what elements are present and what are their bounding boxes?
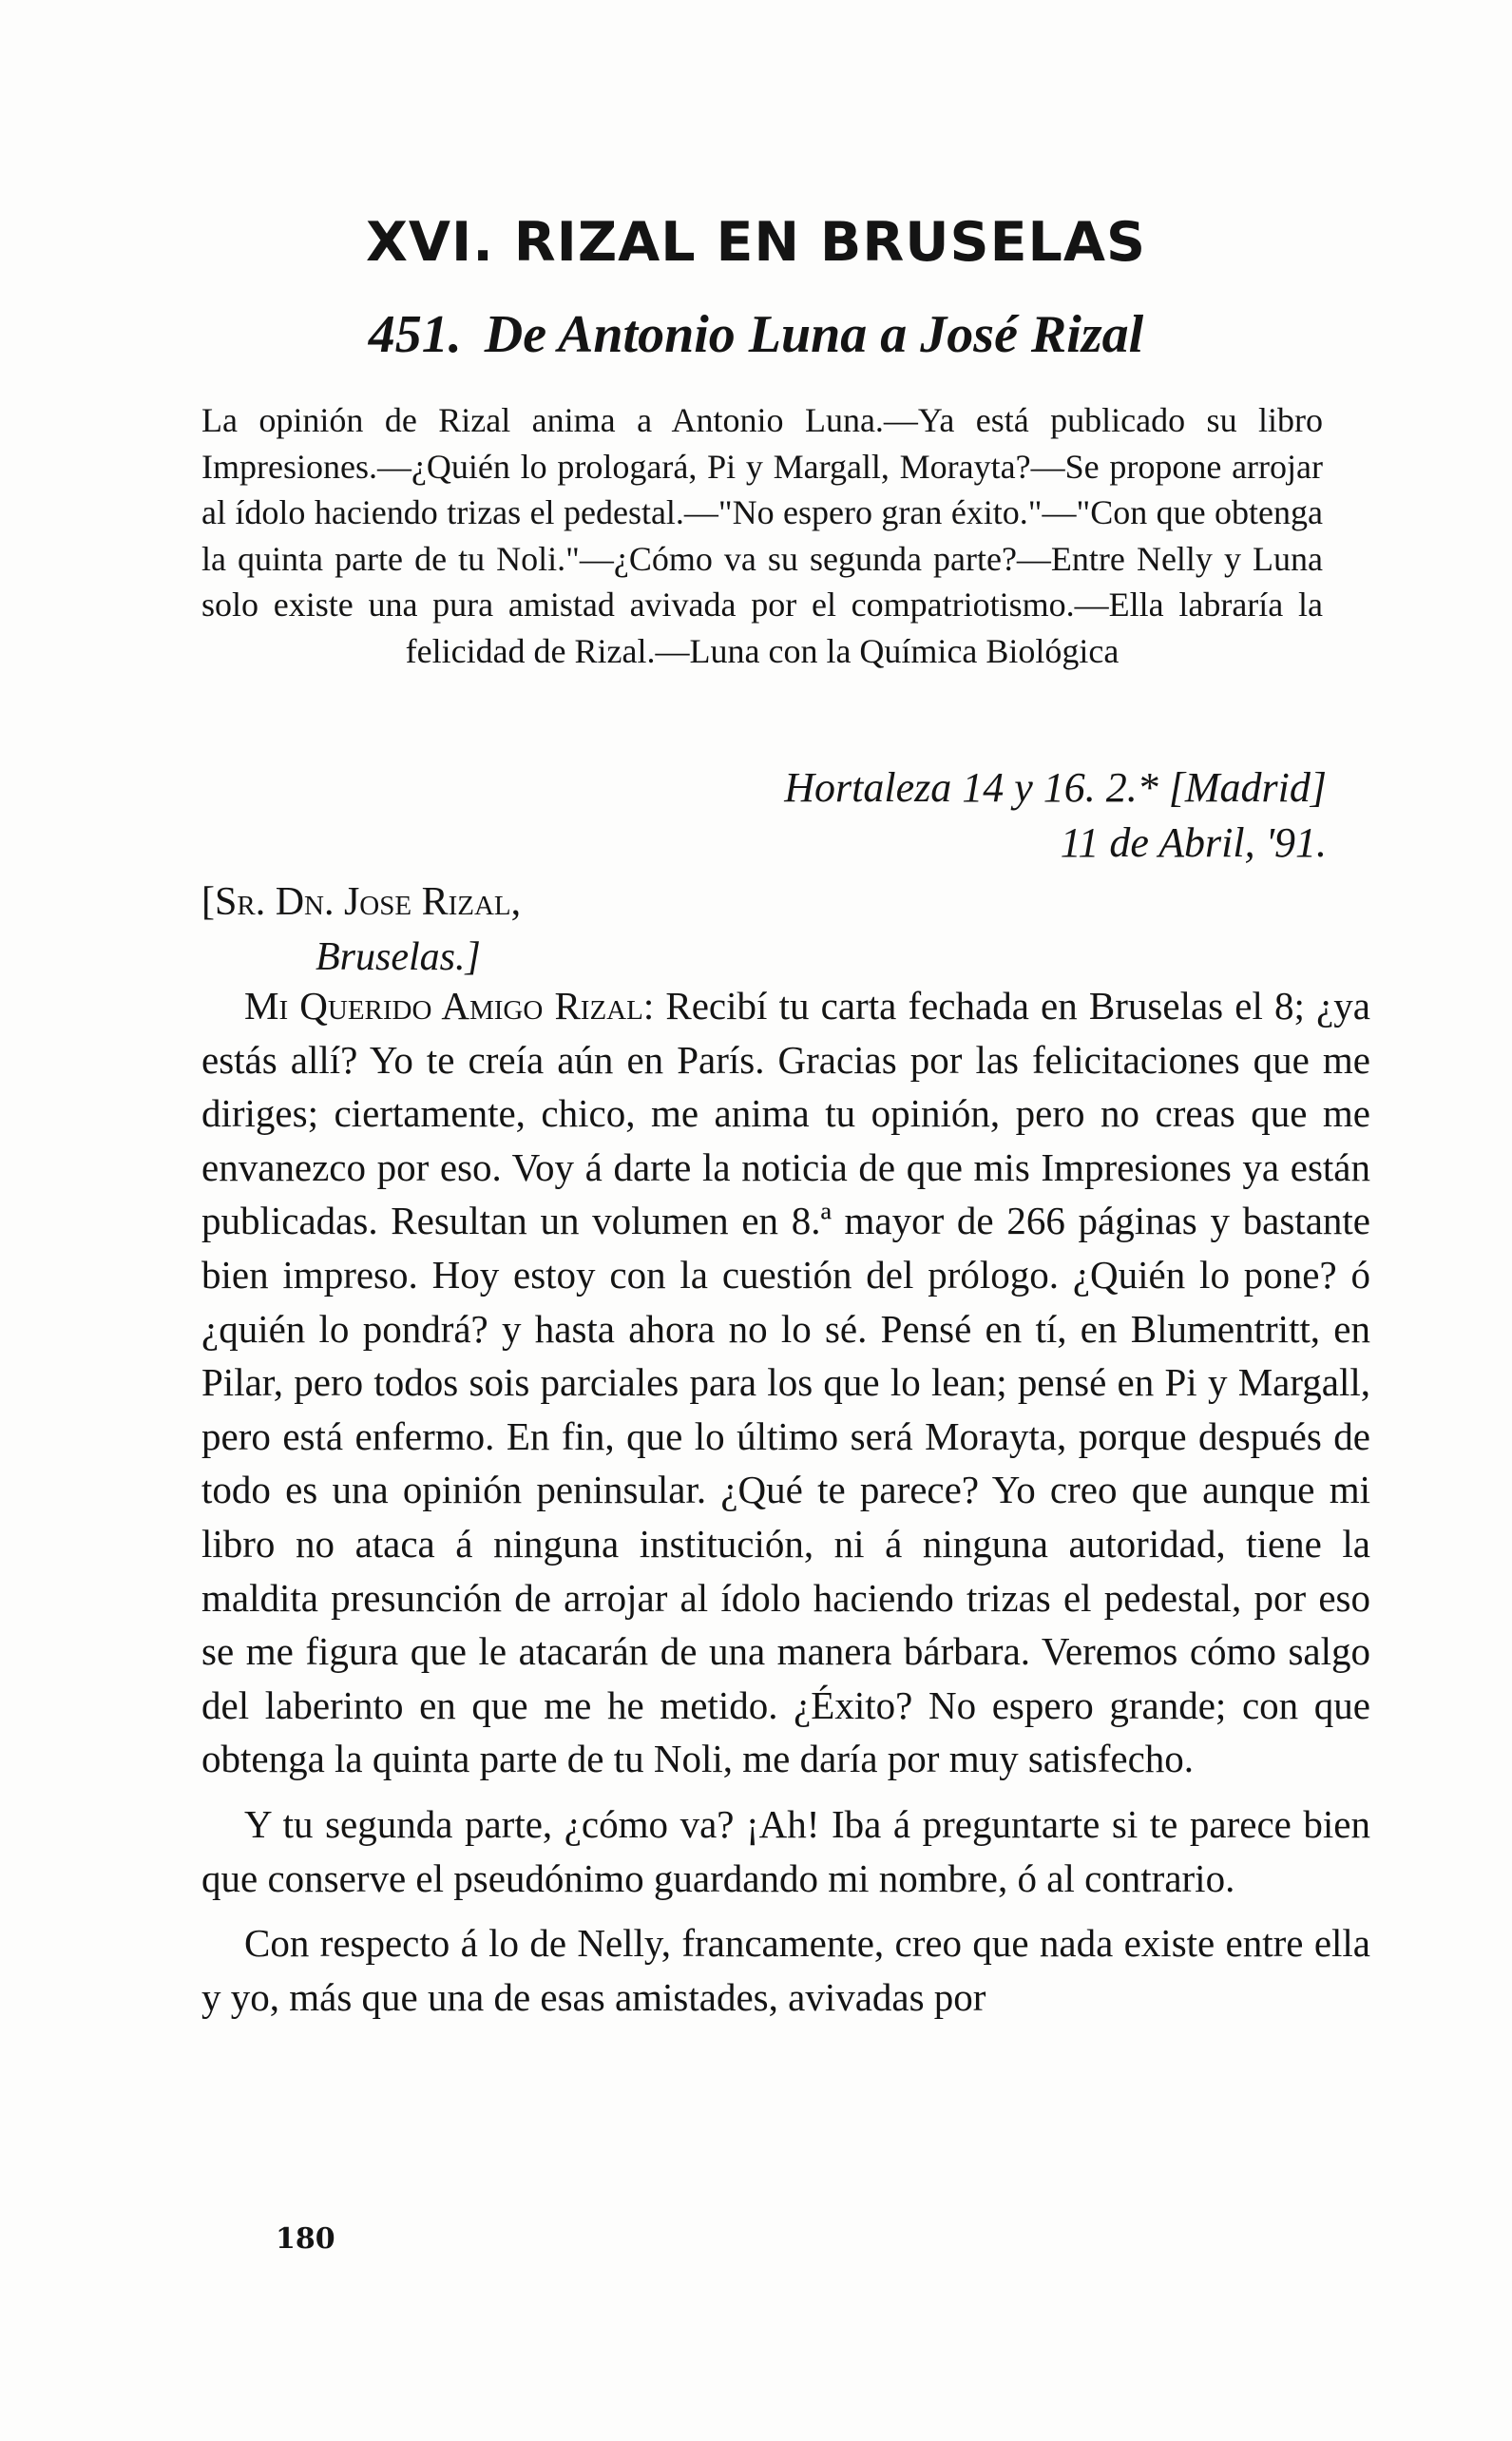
recipient-name: [Sr. Dn. Jose Rizal, xyxy=(201,880,522,924)
dateline xyxy=(784,760,1327,871)
recipient xyxy=(201,875,521,985)
page-number: 180 xyxy=(276,2222,335,2256)
letter-number: 451. xyxy=(368,305,462,364)
dateline-address: Hortaleza 14 y 16. 2.* [Madrid] xyxy=(784,764,1327,811)
letter-heading-text: De Antonio Luna a José Rizal xyxy=(484,305,1144,364)
letter-summary: La opinión de Rizal anima a Antonio Luna.—Ya está publicado su libro Impresiones.—¿Quién lo prologará, Pi y Margall, Morayta?—Se propone arrojar al ídolo haciendo trizas el pedestal.—"No espero gran éxito."—"Con que obtenga la quinta parte de tu Noli."—¿Cómo va su segunda parte?—Entre Nelly y Luna solo existe una pura amistad avivada por el compatriotismo.—Ella labraría la felicidad de Rizal.—Luna con la Química Biológica xyxy=(201,401,1323,670)
letter-body xyxy=(201,979,1370,2035)
paragraph-text: Y tu segunda parte, ¿cómo va? ¡Ah! Iba á preguntarte si te parece bien que conserve el pseudónimo guardando mi nombre, ó al contrario. xyxy=(201,1801,1370,1900)
dateline-date: 11 de Abril, '91. xyxy=(1060,819,1327,866)
letter-heading xyxy=(0,304,1512,365)
paragraph-text: Con respecto á lo de Nelly, francamente, creo que nada existe entre ella y yo, más que una de esas amistades, avivadas por xyxy=(201,1921,1370,2019)
paragraph-text: Recibí tu carta fechada en Bruselas el 8; ¿ya estás allí? Yo te creía aún en París. Gracias por las felicitaciones que me diriges; ciertamente, chico, me anima tu opinión, pero no creas que me envanezco por eso. Voy á darte la noticia de que mis Impresiones ya están publicadas. Resultan un volumen en 8.ª mayor de 266 páginas y bastante bien impreso. Hoy estoy con la cuestión del prólogo. ¿Quién lo pone? ó ¿quién lo pondrá? y hasta ahora no lo sé. Pensé en tí, en Blumentritt, en Pilar, pero todos sois parciales para los que lo lean; pensé en Pi y Margall, pero está enfermo. En fin, que lo último será Morayta, porque después de todo es una opinión peninsular. ¿Qué te parece? Yo creo que aunque mi libro no ataca á ninguna institución, ni á ninguna autoridad, tiene la maldita presunción de arrojar al ídolo haciendo trizas el pedestal, por eso se me figura que le atacarán de una manera bárbara. Veremos cómo salgo del laberinto en que me he metido. ¿Éxito? No espero grande; con que obtenga la quinta parte de tu Noli, me daría por muy satisfecho. xyxy=(201,984,1370,1781)
paragraph xyxy=(201,1797,1370,1905)
paragraph xyxy=(201,1916,1370,2024)
paragraph xyxy=(201,979,1370,1786)
chapter-title: XVI. RIZAL EN BRUSELAS xyxy=(365,211,1147,274)
recipient-city: Bruselas.] xyxy=(316,935,481,979)
salutation: Mi Querido Amigo Rizal: xyxy=(244,984,655,1028)
